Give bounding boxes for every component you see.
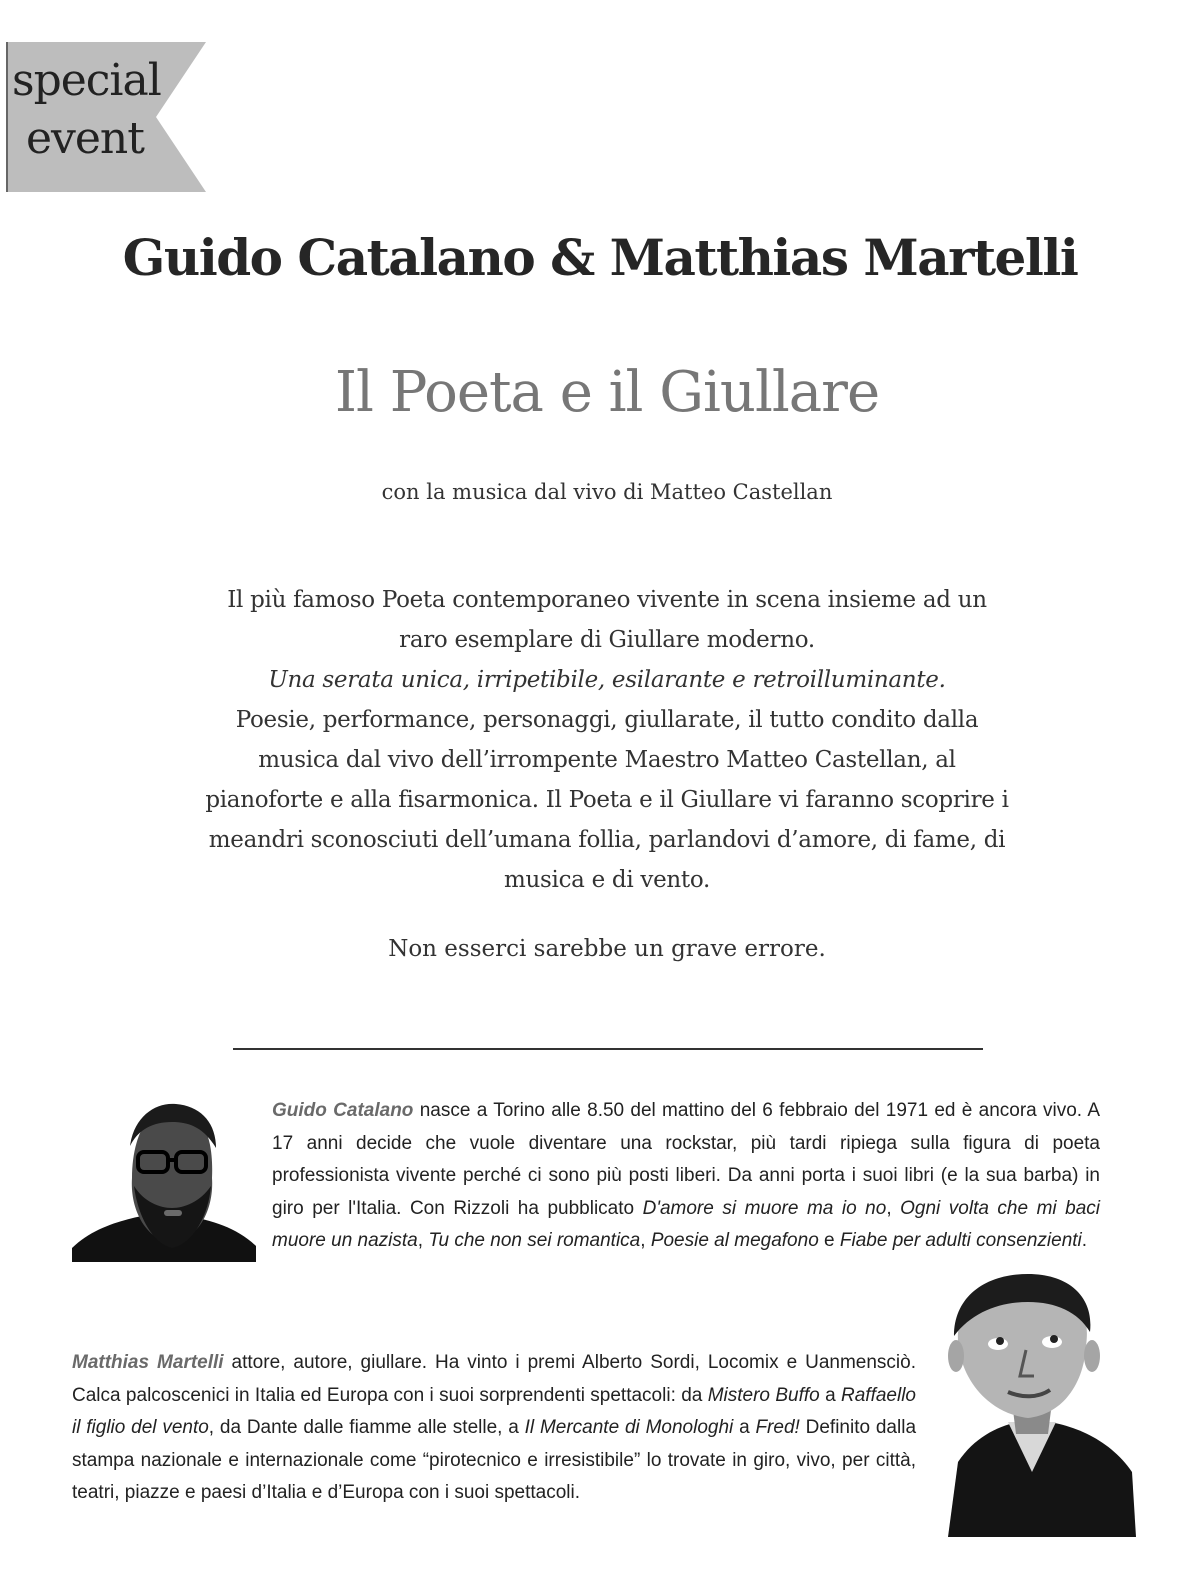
bio-text: attore, autore, giullare. Ha vinto i premi Alberto Sordi, Locomix e Uanmensciò. Calca palcoscenici in Italia ed Europa con i suoi sorprendenti spettacoli: da — [72, 1352, 916, 1406]
bio-name-catalano: Guido Catalano — [272, 1100, 414, 1121]
guido-catalano-photo — [72, 1098, 256, 1262]
music-credit: con la musica dal vivo di Matteo Castellan — [381, 480, 833, 504]
book-title: Tu che non sei romantica — [428, 1230, 641, 1251]
show-title: Raffaello il figlio del vento — [72, 1384, 916, 1438]
description-tagline: Una serata unica, irripetibile, esilarante e retroilluminante. — [268, 667, 946, 693]
show-title: Fred! — [755, 1417, 800, 1438]
description-intro: Il più famoso Poeta contemporaneo vivente in scena insieme ad un raro esemplare di Giullare moderno. — [227, 587, 987, 653]
bio-separator: , — [886, 1197, 901, 1219]
section-divider — [233, 1048, 983, 1050]
banner-label — [12, 52, 161, 168]
page-title: Guido Catalano & Matthias Martelli — [122, 228, 1078, 287]
show-title: Mistero Buffo — [707, 1384, 820, 1406]
banner-line-2: event — [26, 113, 144, 164]
bio-text: Definito dalla stampa nazionale e internazionale come “pirotecnico e irresistibile” lo trovate in giro, vivo, per città, teatri, piazze e paesi d’Italia e d’Europa con i suoi spettacoli. — [72, 1417, 917, 1503]
bio-guido-catalano — [272, 1095, 1100, 1258]
special-event-banner — [6, 42, 206, 192]
bio-end: . — [1081, 1230, 1088, 1251]
banner-line-1: special — [12, 55, 161, 106]
book-title: Poesie al megafono — [650, 1230, 819, 1251]
description-body: Poesie, performance, personaggi, giullarate, il tutto condito dalla musica dal vivo dell’irrompente Maestro Matteo Castellan, al pianoforte e alla fisarmonica. Il Poeta e il Giullare vi faranno scoprire i meandri sconosciuti dell’umana follia, parlandovi d’amore, di fame, di musica e di vento. — [205, 707, 1009, 893]
bio-separator: a — [733, 1417, 756, 1438]
bio-separator: , — [640, 1230, 651, 1251]
bio-separator: e — [818, 1230, 840, 1251]
bio-separator: , da Dante dalle fiamme alle stelle, a — [208, 1417, 525, 1438]
book-title: D'amore si muore ma io no — [642, 1197, 887, 1219]
bio-separator: , — [417, 1230, 429, 1251]
closing-line: Non esserci sarebbe un grave errore. — [388, 936, 826, 962]
book-title: Fiabe per adulti consenzienti — [839, 1230, 1082, 1251]
show-subtitle: Il Poeta e il Giullare — [334, 360, 880, 425]
bio-name-martelli: Matthias Martelli — [72, 1352, 224, 1373]
bio-separator: a — [819, 1384, 841, 1406]
show-title: Il Mercante di Monologhi — [524, 1417, 734, 1438]
matthias-martelli-photo — [928, 1272, 1136, 1537]
event-description — [200, 580, 1014, 900]
book-title: Ogni volta che mi baci muore un nazista — [272, 1197, 1101, 1251]
bio-text: nasce a Torino alle 8.50 del mattino del 6 febbraio del 1971 ed è ancora vivo. A 17 anni decide che vuole diventare una rockstar, più tardi ripiega sulla figura di poeta professionista vivente perché ci sono più posti liberi. Da anni porta i suoi libri (e la sua barba) in giro per l'Italia. Con Rizzoli ha pubblicato — [272, 1100, 1100, 1219]
bio-matthias-martelli — [72, 1347, 916, 1510]
